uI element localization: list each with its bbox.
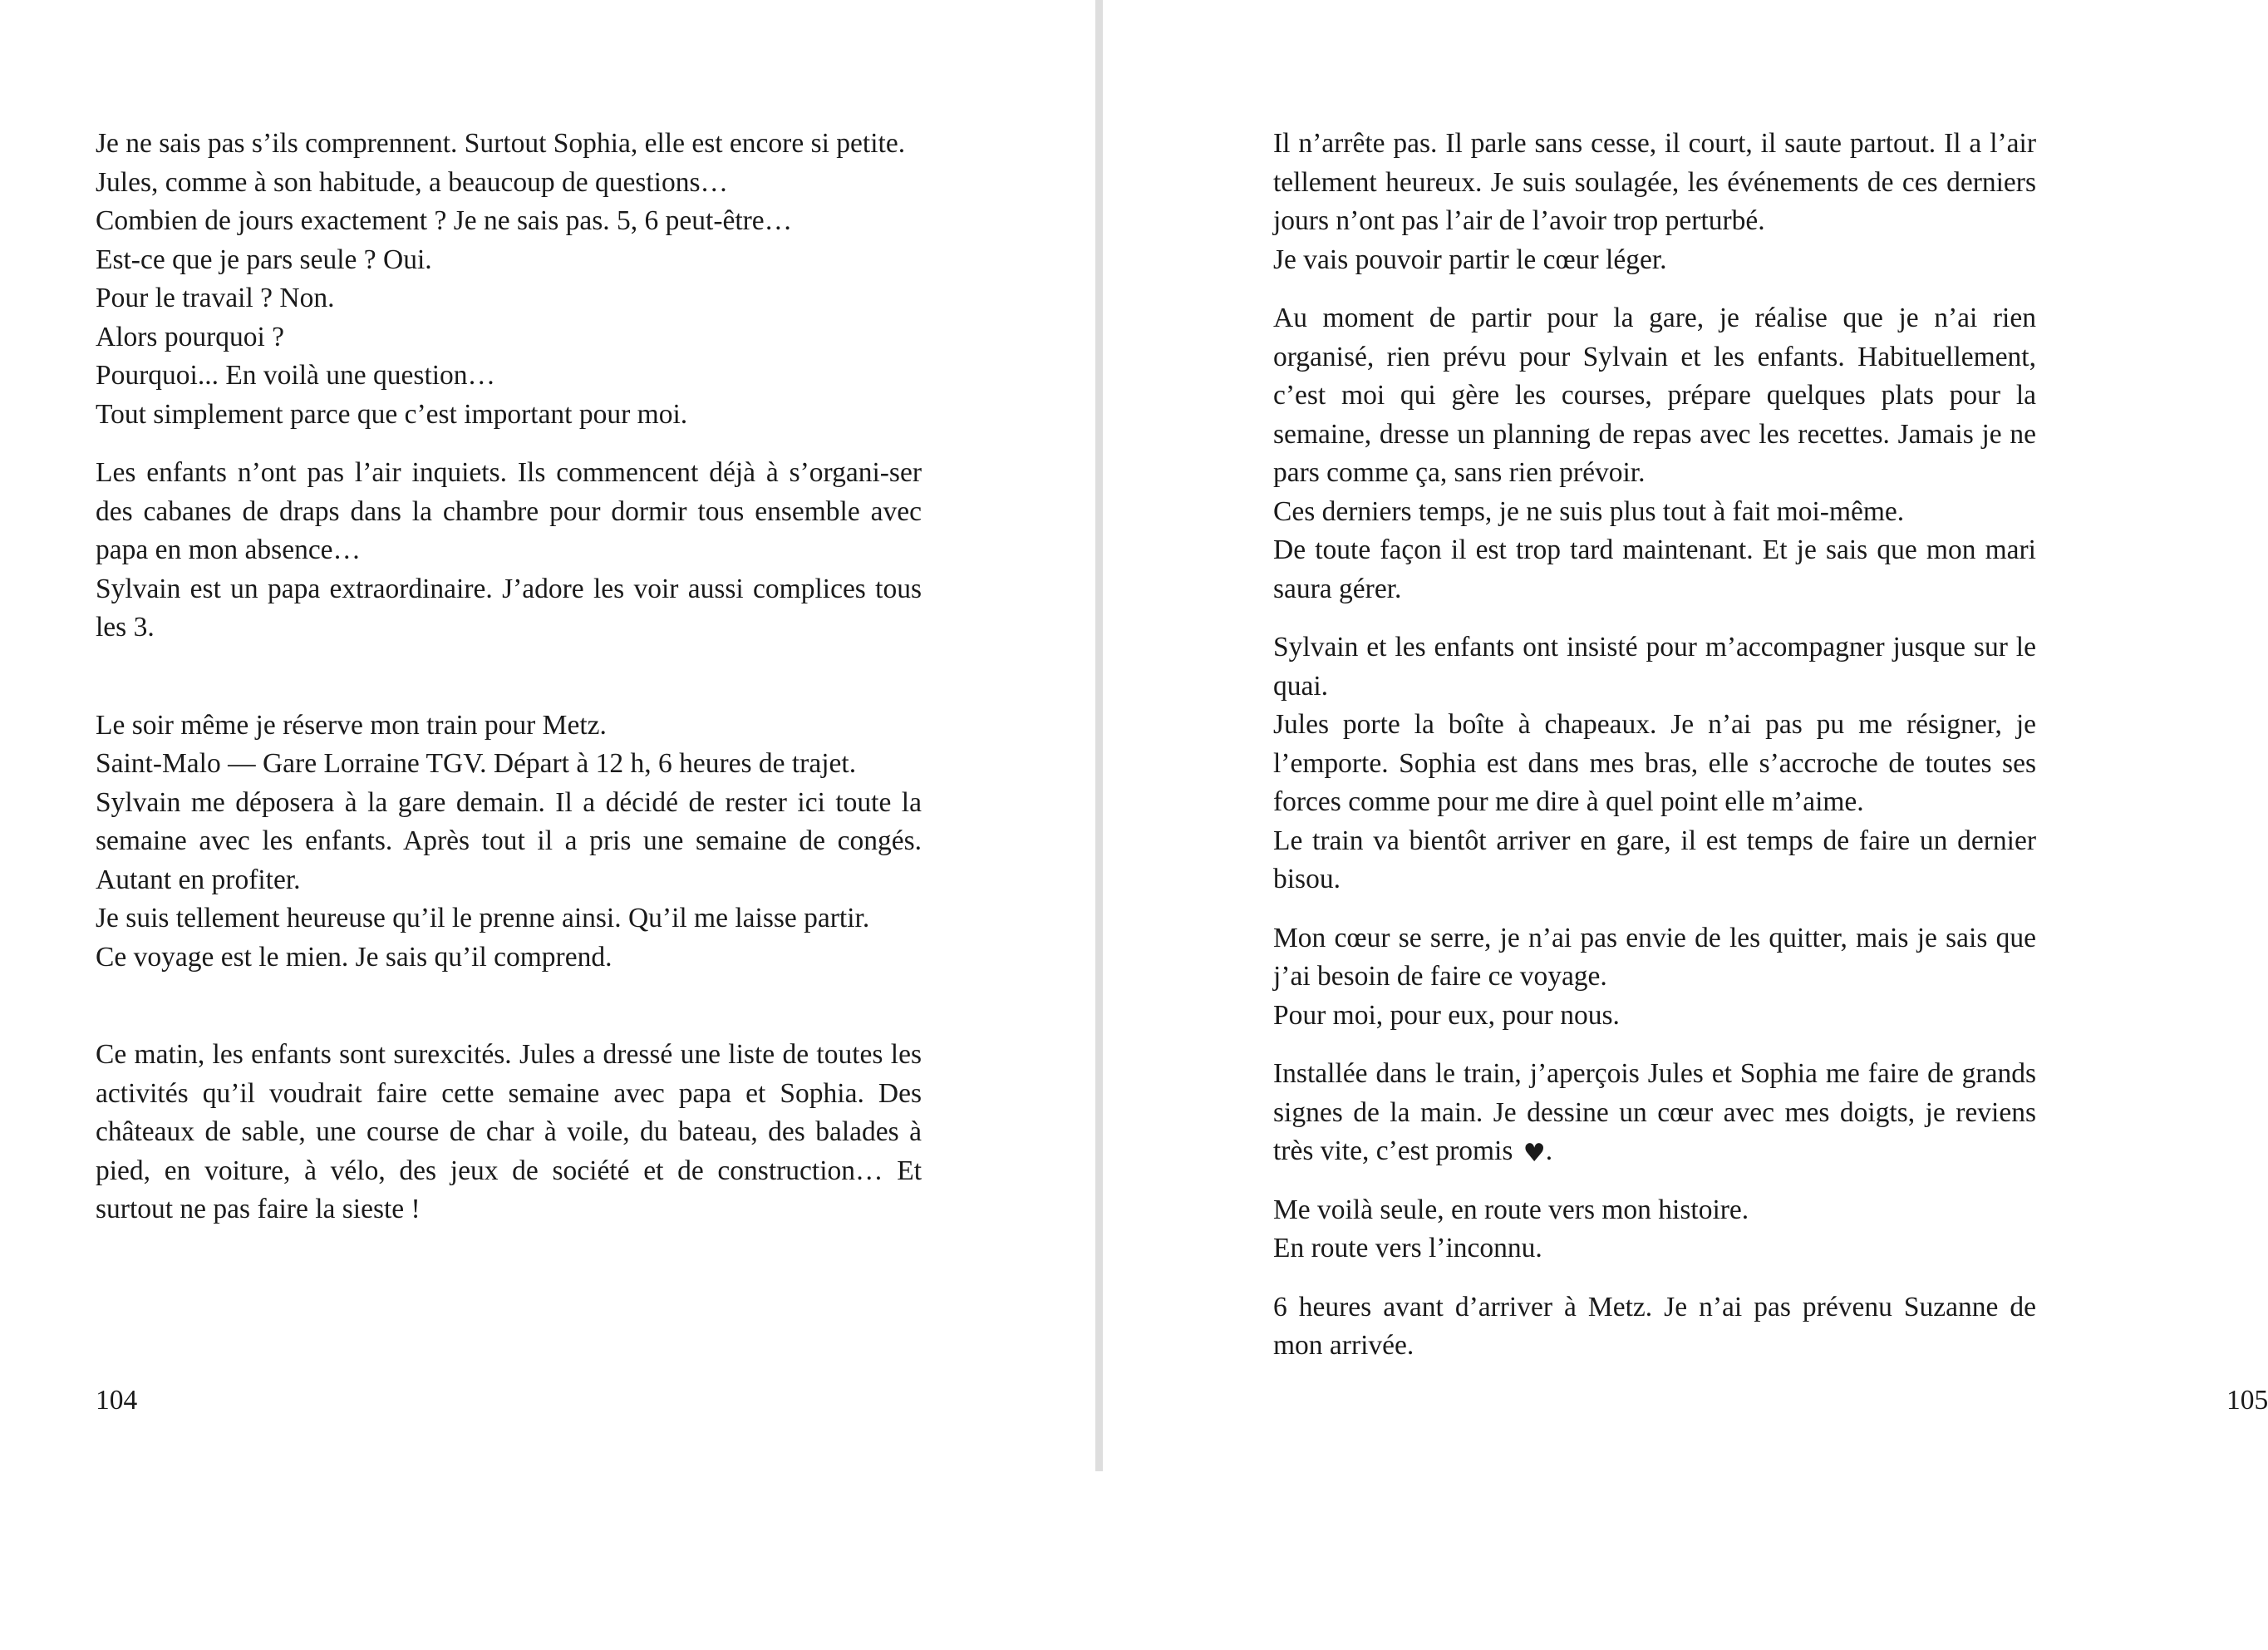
paragraph <box>1273 299 2036 608</box>
text-line: Me voilà seule, en route vers mon histoire. <box>1273 1194 1749 1225</box>
text-line: Pourquoi... En voilà une question… <box>96 360 496 391</box>
paragraph <box>96 125 922 434</box>
text-line: Combien de jours exactement ? Je ne sais pas. 5, 6 peut-être… <box>96 205 793 236</box>
text-line: Tout simplement parce que c’est important pour moi. <box>96 398 688 430</box>
text-line: 6 heures avant d’arriver à Metz. Je n’ai pas prévenu Suzanne de mon arrivée. <box>1273 1291 2036 1361</box>
page-number: 104 <box>96 1385 138 1416</box>
heart-icon: ♥ <box>1523 1139 1546 1168</box>
text-line: Installée dans le train, j’aperçois Jules et Sophia me faire de grands signes de la main. Je dessine un cœur avec mes doigts, je reviens très vite, c’est promis ♥. <box>1273 1058 2036 1168</box>
text-line: Jules porte la boîte à chapeaux. Je n’ai pas pu me résigner, je l’emporte. Sophia est dans mes bras, elle s’accroche de toutes ses forces comme pour me dire à quel point elle m’aime. <box>1273 709 2036 817</box>
text-line: Le soir même je réserve mon train pour Metz. <box>96 709 607 741</box>
text-line: Est-ce que je pars seule ? Oui. <box>96 244 432 275</box>
paragraph <box>1273 125 2036 279</box>
left-page <box>0 0 1095 1471</box>
left-page-text <box>96 125 922 1229</box>
text-line: Pour moi, pour eux, pour nous. <box>1273 999 1620 1031</box>
text-line: En route vers l’inconnu. <box>1273 1233 1542 1263</box>
page-number: 105 <box>2226 1385 2268 1416</box>
text-line: Je ne sais pas s’ils comprennent. Surtout Sophia, elle est encore si petite. <box>96 128 906 159</box>
text-line: Alors pourquoi ? <box>96 321 285 352</box>
text-line: Au moment de partir pour la gare, je réalise que je n’ai rien organisé, rien prévu pour Sylvain et les enfants. Habituellement, c’est moi qui gère les courses, prépare quelques plats pour la semaine, dresse un planning de repas avec les recettes. Jamais je ne pars comme ça, sans rien prévoir. <box>1273 303 2036 488</box>
text-line: Sylvain et les enfants ont insisté pour m’accompagner jusque sur le quai. <box>1273 632 2036 702</box>
paragraph <box>96 454 922 648</box>
right-page-text <box>1273 125 2036 1366</box>
text-line: Mon cœur se serre, je n’ai pas envie de les quitter, mais je sais que j’ai besoin de faire ce voyage. <box>1273 922 2036 992</box>
text-line: Les enfants n’ont pas l’air inquiets. Ils commencent déjà à s’organi-ser des cabanes de draps dans la chambre pour dormir tous ensemble avec papa en mon absence… <box>96 457 922 565</box>
text-run: Installée dans le train, j’aperçois Jules et Sophia me faire de grands signes de la main. Je dessine un cœur avec mes doigts, je reviens très vite, c’est promis <box>1273 1058 2036 1166</box>
paragraph <box>96 1036 922 1229</box>
text-line: Pour le travail ? Non. <box>96 283 335 313</box>
paragraph <box>1273 1055 2036 1171</box>
text-line: Ces derniers temps, je ne suis plus tout à fait moi-même. <box>1273 495 1905 527</box>
paragraph <box>1273 919 2036 1036</box>
paragraph <box>1273 1288 2036 1366</box>
text-line: Ce matin, les enfants sont surexcités. Jules a dressé une liste de toutes les activités qu’il voudrait faire cette semaine avec papa et Sophia. Des châteaux de sable, une course de char à voile, du bateau, des balades à pied, en voiture, à vélo, des jeux de société et de construction… Et surtout ne pas faire la sieste ! <box>96 1039 922 1224</box>
text-line: De toute façon il est trop tard maintenant. Et je sais que mon mari saura gérer. <box>1273 534 2036 604</box>
text-line: Sylvain est un papa extraordinaire. J’adore les voir aussi complices tous les 3. <box>96 573 922 643</box>
text-line: Il n’arrête pas. Il parle sans cesse, il court, il saute partout. Il a l’air tellement heureux. Je suis soulagée, les événements de ces derniers jours n’ont pas l’air de l’avoir trop perturbé. <box>1273 128 2036 236</box>
paragraph <box>1273 628 2036 899</box>
paragraph <box>1273 1191 2036 1268</box>
text-line: Je vais pouvoir partir le cœur léger. <box>1273 244 1667 275</box>
text-line: Sylvain me déposera à la gare demain. Il a décidé de rester ici toute la semaine avec les enfants. Après tout il a pris une semaine de congés. Autant en profiter. <box>96 786 922 895</box>
text-line: Ce voyage est le mien. Je sais qu’il comprend. <box>96 941 613 973</box>
text-line: Jules, comme à son habitude, a beaucoup de questions… <box>96 166 729 198</box>
paragraph <box>96 707 922 978</box>
page-gutter <box>1095 0 1103 1471</box>
text-line: Je suis tellement heureuse qu’il le prenne ainsi. Qu’il me laisse partir. <box>96 903 870 933</box>
text-line: Saint-Malo — Gare Lorraine TGV. Départ à 12 h, 6 heures de trajet. <box>96 748 857 779</box>
text-line: Le train va bientôt arriver en gare, il est temps de faire un dernier bisou. <box>1273 825 2036 894</box>
right-page <box>1103 0 2268 1471</box>
